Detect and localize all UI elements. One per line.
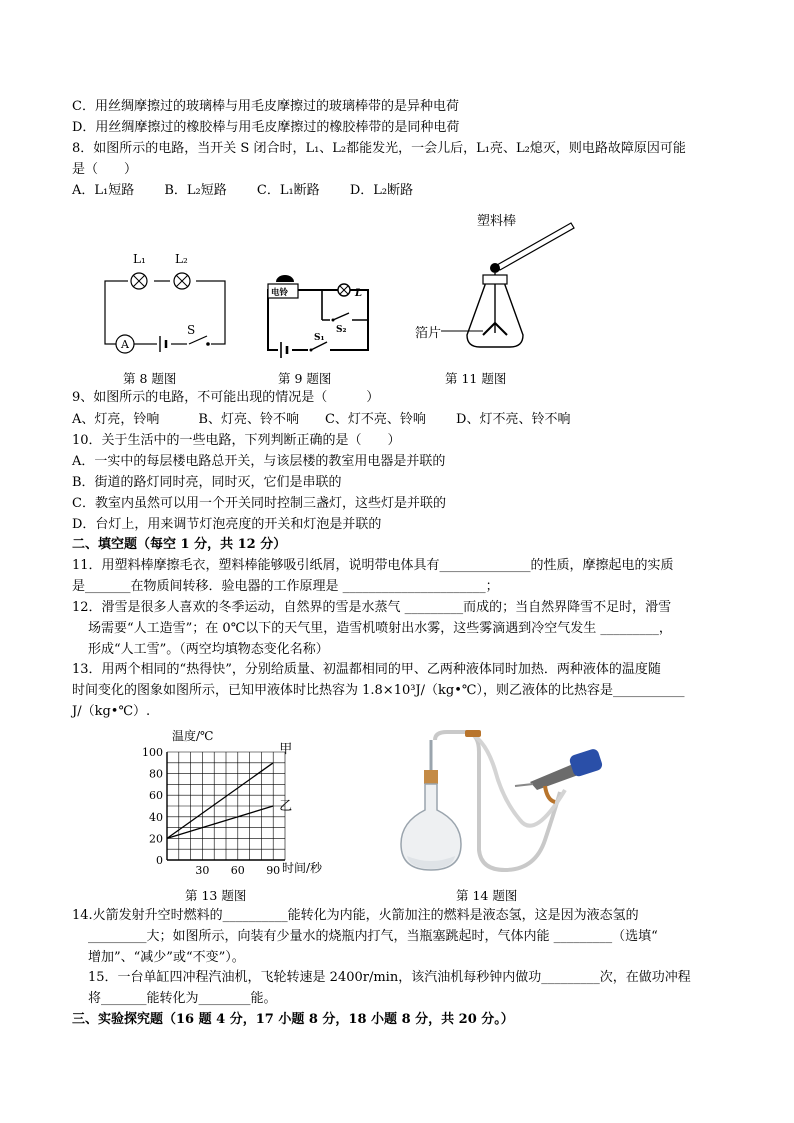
question-13: 13．用两个相同的“热得快”，分别给质量、初温都相同的甲、乙两种液体同时加热．两种液体的温度随 bbox=[72, 662, 661, 677]
question-12: 12．滑雪是很多人喜欢的冬季运动，自然界的雪是水蒸气 _________而成的；当自然界降雪不足时，滑雪 bbox=[72, 600, 672, 615]
x-tick-label: 30 bbox=[195, 864, 210, 877]
question-15-cont: 将_______能转化为________能。 bbox=[88, 991, 277, 1006]
option-d-q7: D．用丝绸摩擦过的橡胶棒与用毛皮摩擦过的橡胶棒带的是同种电荷 bbox=[72, 120, 460, 135]
question-9-options: A、灯亮，铃响 B、灯亮、铃不响 C、灯不亮、铃响 D、灯不亮、铃不响 bbox=[72, 412, 571, 427]
question-8-cont: 是（ ） bbox=[72, 162, 138, 177]
figure-9-caption: 第 9 题图 bbox=[278, 371, 332, 386]
figure-13-chart bbox=[140, 726, 340, 881]
figure-13-caption: 第 13 题图 bbox=[185, 888, 247, 903]
fig11-foil-label: 箔片 bbox=[415, 326, 442, 341]
y-tick-label: 0 bbox=[156, 854, 163, 867]
question-12-end: 形成“人工雪”。（两空均填物态变化名称） bbox=[88, 642, 329, 657]
question-14: 14.火箭发射升空时燃料的__________能转化为内能，火箭加注的燃料是液态氢，这是因为液态氢的 bbox=[72, 908, 639, 923]
y-tick-label: 40 bbox=[149, 810, 163, 824]
figure-11-electroscope bbox=[405, 205, 595, 363]
question-11: 11．用塑料棒摩擦毛衣，塑料棒能够吸引纸屑，说明带电体具有______________的性质，摩擦起电的实质 bbox=[72, 558, 674, 573]
question-11-cont: 是_______在物质间转移．验电器的工作原理是 ______________________； bbox=[72, 579, 499, 594]
question-10-option-c: C．教室内虽然可以用一个开关同时控制三盏灯，这些灯是并联的 bbox=[72, 496, 446, 511]
figure-8-circuit bbox=[95, 250, 235, 360]
fig9-bell-label: 电铃 bbox=[271, 288, 289, 298]
flask-body bbox=[401, 784, 461, 870]
fig9-label-s1: S₁ bbox=[314, 333, 325, 343]
question-10-option-b: B．街道的路灯同时亮，同时灭，它们是串联的 bbox=[72, 475, 342, 490]
question-14-cont: _________大；如图所示，向装有少量水的烧瓶内打气，当瓶塞跳起时，气体内能 _________（选填“ bbox=[88, 929, 658, 944]
fig8-label-l1: L₁ bbox=[133, 252, 146, 266]
x-tick-label: 90 bbox=[266, 864, 281, 877]
section-3-heading: 三、实验探究题（16 题 4 分，17 小题 8 分，18 小题 8 分，共 20 分。） bbox=[72, 1012, 514, 1027]
question-10-option-d: D．台灯上，用来调节灯泡亮度的开关和灯泡是并联的 bbox=[72, 517, 382, 532]
x-tick-label: 60 bbox=[230, 864, 245, 877]
question-14-end: 增加”、“减少”或“不变”）。 bbox=[88, 950, 245, 965]
figure-11-caption: 第 11 题图 bbox=[445, 371, 507, 386]
fig9-label-s2: S₂ bbox=[336, 325, 347, 335]
fig8-ammeter-label: A bbox=[121, 338, 129, 351]
series-label-2: 乙 bbox=[279, 799, 293, 814]
question-13-cont: 时间变化的图象如图所示，已知甲液体时比热容为 1.8×10³J/（kg•℃），则乙液体的比热容是___________ bbox=[72, 683, 685, 698]
y-tick-label: 60 bbox=[149, 789, 163, 803]
question-12-cont: 场需要“人工造雪”；在 0℃以下的天气里，造雪机喷射出水雾，这些雾滴遇到冷空气发生 _________， bbox=[88, 621, 672, 636]
chart-x-axis-label: 时间/秒 bbox=[282, 861, 323, 875]
figure-8-caption: 第 8 题图 bbox=[123, 371, 177, 386]
section-2-heading: 二、填空题（每空 1 分，共 12 分） bbox=[72, 537, 287, 552]
chart-y-axis-label: 温度/℃ bbox=[172, 729, 214, 743]
question-15: 15．一台单缸四冲程汽油机，飞轮转速是 2400r/min，该汽油机每秒钟内做功_________次，在做功冲程 bbox=[88, 970, 691, 985]
y-tick-label: 100 bbox=[142, 746, 163, 759]
figure-14-caption: 第 14 题图 bbox=[456, 888, 518, 903]
fig9-label-l: L bbox=[355, 288, 363, 299]
question-10-option-a: A．一实中的每层楼电路总开关，与该层楼的教室用电器是并联的 bbox=[72, 454, 446, 469]
fig11-rod-label: 塑料棒 bbox=[477, 214, 517, 229]
question-10: 10．关于生活中的一些电路，下列判断正确的是（ ） bbox=[72, 433, 401, 448]
figure-9-circuit bbox=[262, 268, 382, 360]
question-8: 8．如图所示的电路，当开关 S 闭合时，L₁、L₂都能发光，一会儿后，L₁亮、L₂熄灭，则电路故障原因可能 bbox=[72, 141, 686, 156]
y-tick-label: 20 bbox=[149, 832, 163, 846]
y-tick-label: 80 bbox=[149, 767, 163, 781]
fig8-label-s: S bbox=[187, 323, 196, 337]
figure-14-flask bbox=[395, 730, 605, 880]
series-label-1: 甲 bbox=[279, 741, 293, 757]
question-8-options: A．L₁短路 B．L₂短路 C．L₁断路 D．L₂断路 bbox=[72, 183, 414, 198]
fig8-label-l2: L₂ bbox=[175, 252, 188, 266]
question-13-end: J/（kg•℃）. bbox=[72, 704, 151, 719]
series-line-2 bbox=[167, 806, 273, 838]
question-9: 9、如图所示的电路，不可能出现的情况是（ ） bbox=[72, 390, 380, 405]
flask-stopper bbox=[424, 770, 438, 784]
tube-connector bbox=[465, 730, 481, 737]
option-c-q7: C．用丝绸摩擦过的玻璃棒与用毛皮摩擦过的玻璃棒带的是异种电荷 bbox=[72, 99, 459, 114]
series-line-1 bbox=[167, 763, 273, 839]
